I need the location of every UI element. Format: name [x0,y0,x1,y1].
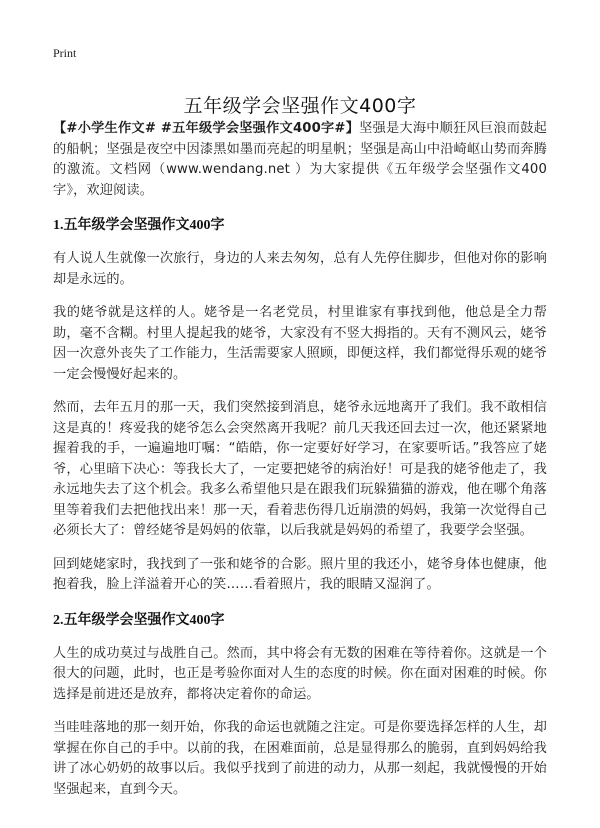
intro-paragraph [53,119,547,201]
section-1-paragraph-1: 有人说人生就像一次旅行，身边的人来去匆匆，总有人先停住脚步，但他对你的影响却是永远的。 [53,251,547,287]
section-1-paragraph-4: 回到姥姥家时，我找到了一张和姥爷的合影。照片里的我还小，姥爷身体也健康，他抱着我，脸上洋溢着开心的笑……看着照片，我的眼睛又湿润了。 [53,556,547,592]
section-heading-1: 1.五年级学会坚强作文400字 [53,218,225,233]
intro-text: 坚强是大海中顺狂风巨浪而鼓起的船帆；坚强是夜空中因漆黑如墨而亮起的明星帆；坚强是高山中沿崎岖山势而奔腾的激流。文档网（www.wendang.net ）为大家提供《五年级学会坚强作文400字》，欢迎阅读。 [53,121,547,198]
section-1-paragraph-2: 我的姥爷就是这样的人。姥爷是一名老党员，村里谁家有事找到他，他总是全力帮助，毫不含糊。村里人提起我的姥爷，大家没有不竖大拇指的。天有不测风云，姥爷因一次意外丧失了工作能力，生活需要家人照顾，即便这样，我们都觉得乐观的姥爷一定会慢慢好起来的。 [53,305,547,382]
section-2-paragraph-1: 人生的成功莫过与战胜自己。然而，其中将会有无数的困难在等待着你。这就是一个很大的问题，此时，也正是考验你面对人生的态度的时候。你在面对困难的时候。你选择是前进还是放弃，都将决定着你的命运。 [53,645,547,702]
section-1-paragraph-3: 然而，去年五月的那一天，我们突然接到消息，姥爷永远地离开了我们。我不敢相信这是真的！疼爱我的姥爷怎么会突然离开我呢？前几天我还回去过一次，他还紧紧地握着我的手，一遍遍地叮嘱：“皓皓，你一定要好好学习，在家要听话。”我答应了姥爷，心里暗下决心：等我长大了，一定要把姥爷的病治好！可是我的姥爷他走了，我永远地失去了这个机会。我多么希望他只是在跟我们玩躲猫猫的游戏，他在哪个角落里等着我们去把他找出来！那一天，看着悲伤得几近崩溃的妈妈，我第一次觉得自己必须长大了：曾经姥爷是妈妈的依靠，以后我就是妈妈的希望了，我要学会坚强。 [53,400,547,538]
intro-hashtags: 【#小学生作文# #五年级学会坚强作文400字#】 [53,121,360,136]
document-body [53,119,547,813]
document-title: 五年级学会坚强作文400字 [183,94,417,117]
section-heading-2: 2.五年级学会坚强作文400字 [53,612,225,628]
section-2-paragraph-2: 当哇哇落地的那一刻开始，你我的命运也就随之注定。可是你要选择怎样的人生，却掌握在你自己的手中。以前的我，在困难面前，总是显得那么的脆弱，直到妈妈给我讲了冰心奶奶的故事以后。我似乎找到了前进的动力，从那一刻起，我就慢慢的开始坚强起来，直到今天。 [53,720,547,797]
print-label: Print [53,46,77,60]
